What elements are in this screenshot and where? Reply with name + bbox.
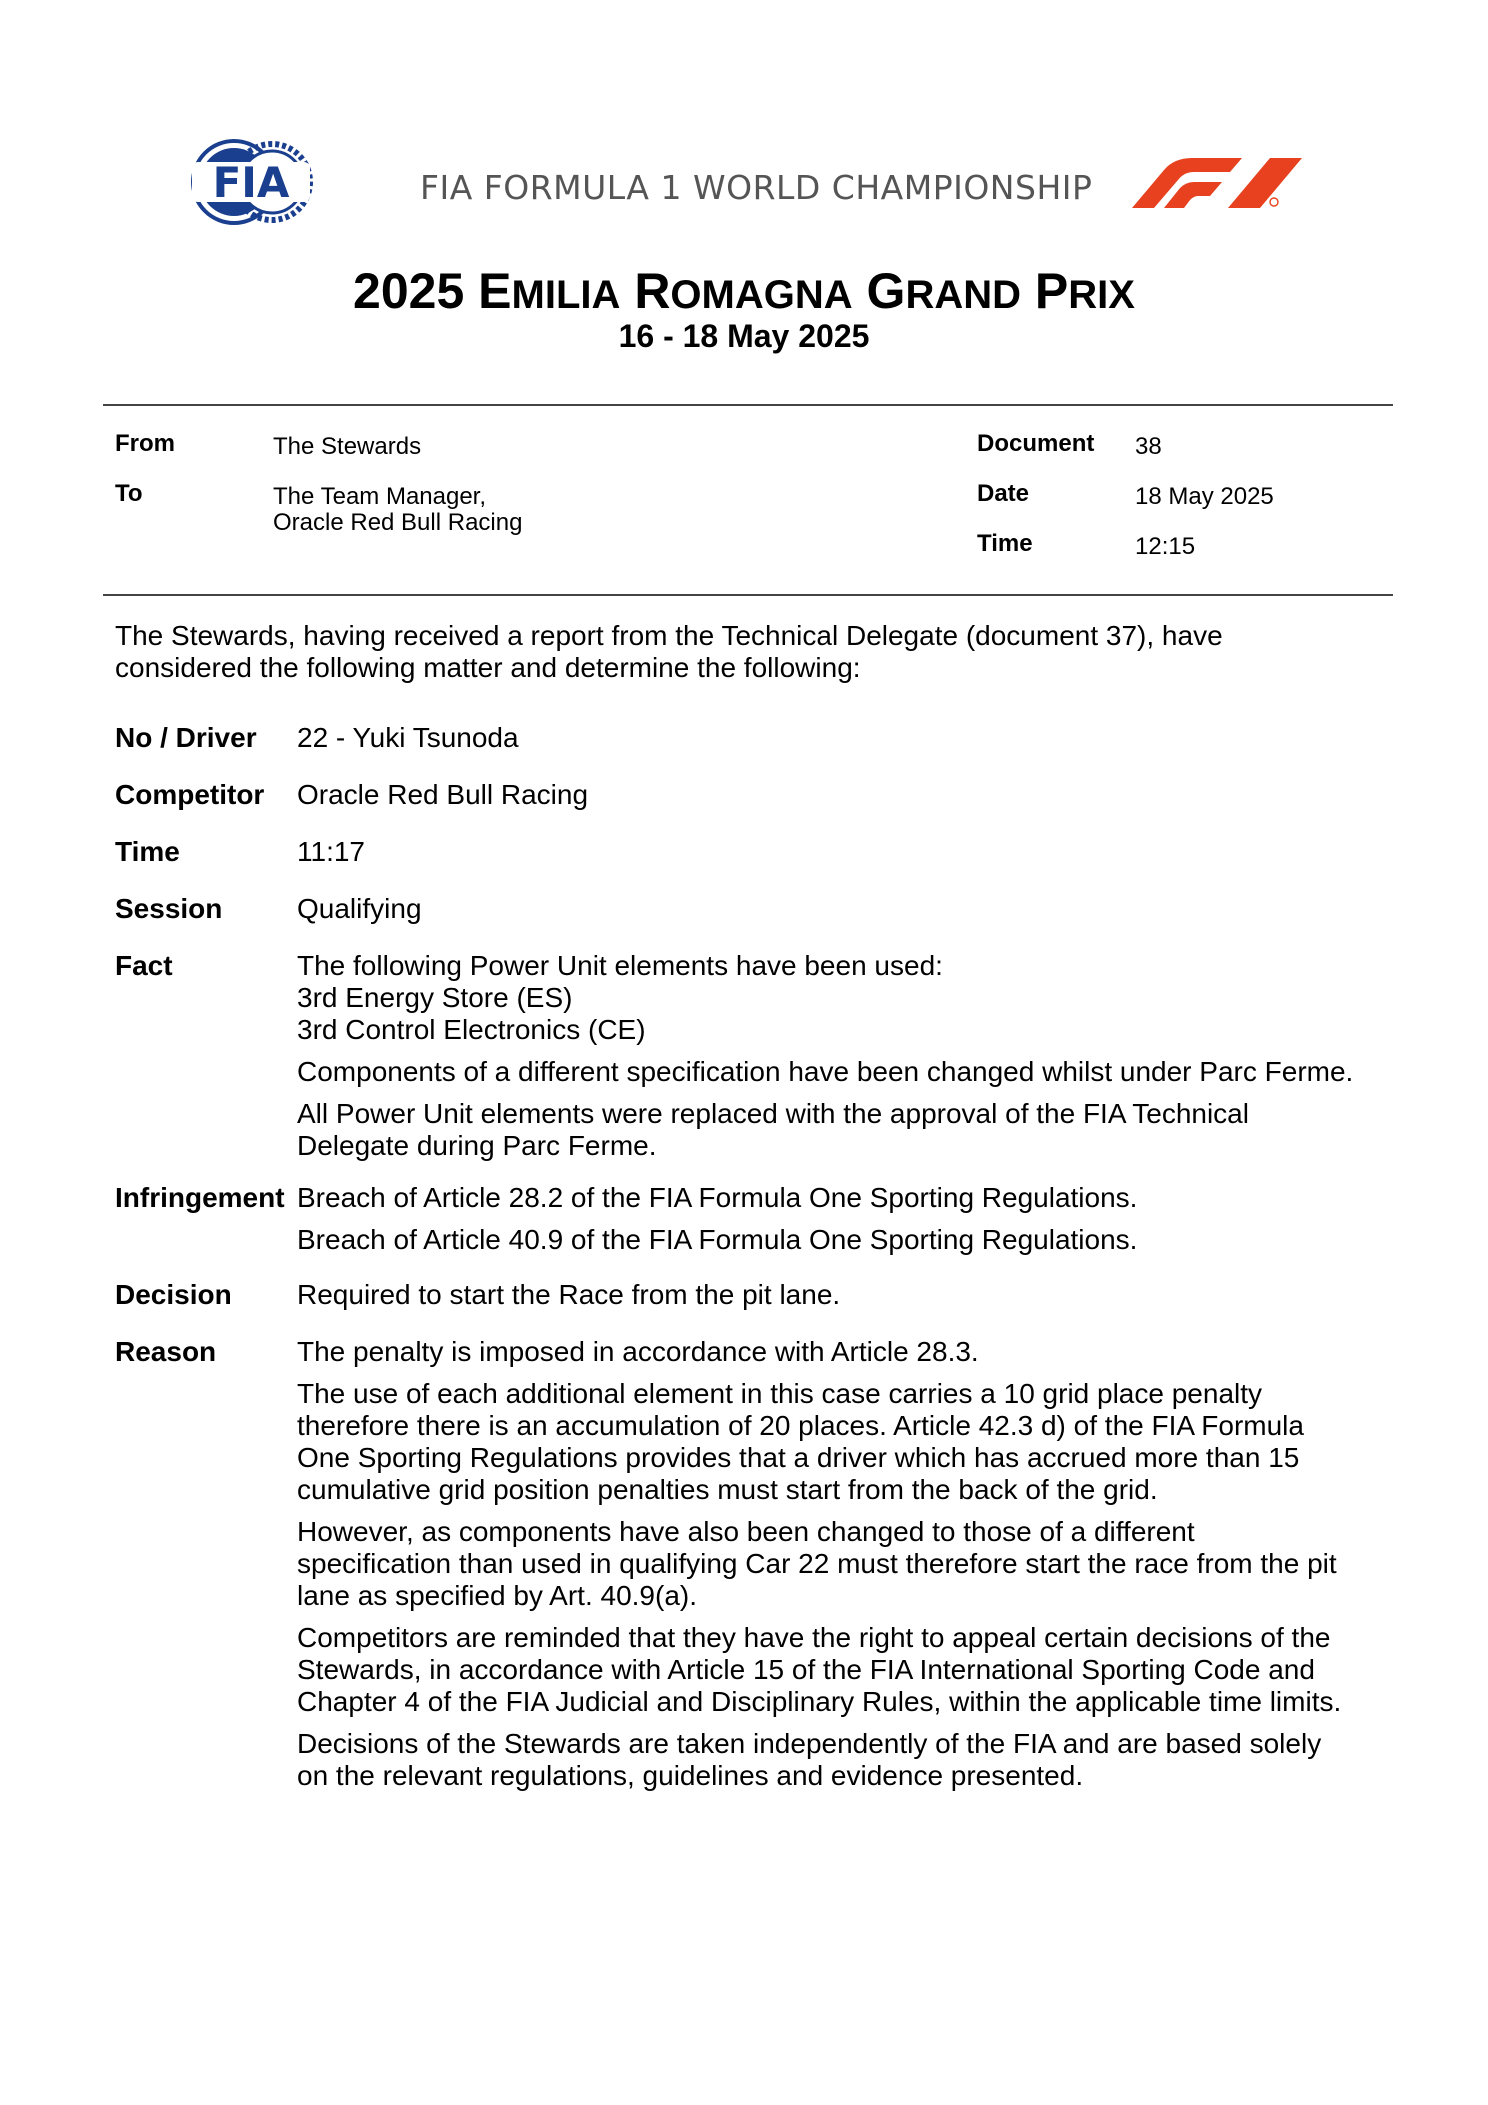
decision-value: Required to start the Race from the pit lane. (297, 1279, 841, 1310)
date-label: Date (977, 480, 1030, 507)
reason-paragraph: However, as components have also been changed to those of a different specification than used in qualifying Car 22 must therefore start the race from the pit lane as specified by Art. 40.9(a). (297, 1516, 1337, 1611)
intro-line: The Stewards, having received a report from the Technical Delegate (document 37), have (115, 620, 1223, 651)
fact-paragraph: The following Power Unit elements have been used: 3rd Energy Store (ES) 3rd Control Electronics (CE) (297, 950, 943, 1045)
reason-value (297, 1336, 1387, 1792)
infringement-paragraph: Breach of Article 28.2 of the FIA Formula One Sporting Regulations. (297, 1182, 1138, 1213)
document-value: 38 (1135, 433, 1162, 460)
fact-value (297, 950, 1387, 1162)
to-value-line: The Team Manager, (273, 483, 487, 510)
fact-paragraph: Components of a different specification have been changed whilst under Parc Ferme. (297, 1056, 1354, 1087)
reason-paragraph: Decisions of the Stewards are taken independently of the FIA and are based solely on the relevant regulations, guidelines and evidence presented. (297, 1728, 1322, 1791)
to-value (273, 484, 522, 536)
reason-label: Reason (115, 1336, 217, 1367)
event-dates: 16 - 18 May 2025 (618, 318, 870, 354)
driver-label: No / Driver (115, 722, 257, 753)
divider-top (103, 404, 1393, 406)
infringement-paragraph: Breach of Article 40.9 of the FIA Formula One Sporting Regulations. (297, 1224, 1138, 1255)
from-label: From (115, 430, 175, 457)
fia-logo (188, 137, 318, 227)
fia-logo-text: FIA (212, 158, 290, 207)
championship-title: FIA FORMULA 1 WORLD CHAMPIONSHIP (420, 168, 1093, 207)
infringement-value (297, 1182, 1387, 1256)
reason-paragraph: The use of each additional element in this case carries a 10 grid place penalty therefore there is an accumulation of 20 places. Article 42.3 d) of the FIA Formula One Sporting Regulations provides that a driver which has accrued more than 15 cumulative grid position penalties must start from the back of the grid. (297, 1378, 1304, 1505)
competitor-value: Oracle Red Bull Racing (297, 779, 589, 810)
to-label: To (115, 480, 143, 507)
session-label: Session (115, 893, 223, 924)
intro-line: considered the following matter and determine the following: (115, 652, 861, 683)
competitor-label: Competitor (115, 779, 265, 810)
time-value: 12:15 (1135, 533, 1196, 560)
f1-logo (1118, 156, 1304, 208)
infringement-label: Infringement (115, 1182, 285, 1213)
document-label: Document (977, 430, 1095, 457)
date-value: 18 May 2025 (1135, 483, 1274, 510)
from-value: The Stewards (273, 433, 422, 460)
event-title-word: EMILIA (478, 263, 621, 319)
intro-text (115, 620, 1385, 684)
session-value: Qualifying (297, 893, 422, 924)
incident-time-label: Time (115, 836, 180, 867)
incident-time-value: 11:17 (297, 836, 365, 867)
to-value-line: Oracle Red Bull Racing (273, 509, 523, 536)
reason-paragraph: The penalty is imposed in accordance with Article 28.3. (297, 1336, 979, 1367)
fact-paragraph: All Power Unit elements were replaced with the approval of the FIA Technical Delegate during Parc Ferme. (297, 1098, 1249, 1161)
decision-label: Decision (115, 1279, 232, 1310)
event-title-year: 2025 (353, 263, 465, 319)
reason-paragraph: Competitors are reminded that they have the right to appeal certain decisions of the Stewards, in accordance with Article 15 of the FIA International Sporting Code and Chapter 4 of the FIA Judicial and Disciplinary Rules, within the applicable time limits. (297, 1622, 1342, 1717)
event-title-word: ROMAGNA (634, 263, 853, 319)
fact-label: Fact (115, 950, 173, 981)
driver-value: 22 - Yuki Tsunoda (297, 722, 519, 753)
event-title-word: GRAND (866, 263, 1021, 319)
event-title (0, 262, 1488, 320)
divider-bottom (103, 594, 1393, 596)
event-title-word: PRIX (1034, 263, 1135, 319)
time-label: Time (977, 530, 1033, 557)
